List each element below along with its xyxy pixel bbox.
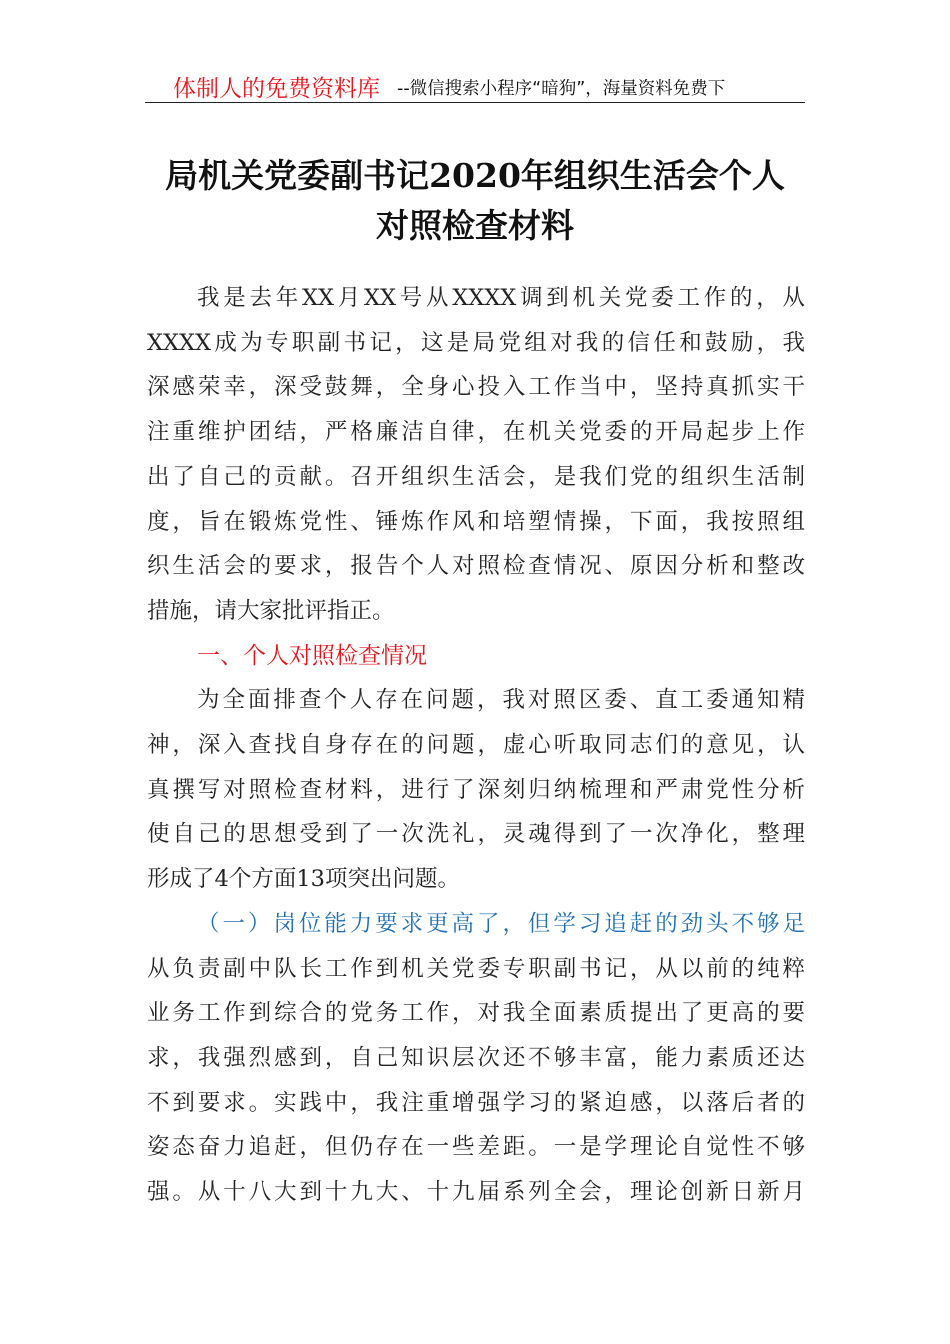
header-brand: 体制人的免费资料库 — [173, 76, 380, 102]
paragraph-line: 强。从十八大到十九大、十九届系列全会，理论创新日新月 — [147, 1179, 805, 1205]
subsection-heading: （一）岗位能力要求更高了，但学习追赶的劲头不够足 — [197, 910, 805, 937]
paragraph-line: 织生活会的要求，报告个人对照检查情况、原因分析和整改 — [147, 553, 805, 580]
paragraph-line: 为全面排查个人存在问题，我对照区委、直工委通知精 — [197, 687, 805, 714]
paragraph-line: 从负责副中队长工作到机关党委专职副书记，从以前的纯粹 — [147, 955, 805, 982]
paragraph-line: 使自己的思想受到了一次洗礼，灵魂得到了一次净化，整理 — [147, 821, 805, 848]
header-tagline: --微信搜索小程序“暗狗”，海量资料免费下 — [397, 79, 726, 99]
paragraph-line: 度，旨在锻炼党性、锤炼作风和培塑情操，下面，我按照组 — [147, 508, 805, 535]
document-title-line-2: 对照检查材料 — [376, 206, 574, 245]
paragraph-line: XXXX成为专职副书记，这是局党组对我的信任和鼓励，我 — [147, 329, 805, 356]
paragraph-line: 姿态奋力追赶，但仍存在一些差距。一是学理论自觉性不够 — [147, 1134, 805, 1161]
paragraph-line: 不到要求。实践中，我注重增强学习的紧迫感，以落后者的 — [147, 1089, 805, 1116]
document-title-line-1: 局机关党委副书记2020年组织生活会个人 — [165, 156, 785, 195]
paragraph-line: 深感荣幸，深受鼓舞，全身心投入工作当中，坚持真抓实干 — [147, 374, 805, 401]
watermark-header — [145, 70, 805, 103]
paragraph-line: 出了自己的贡献。召开组织生活会，是我们党的组织生活制 — [147, 463, 805, 490]
paragraph-line: 措施，请大家批评指正。 — [147, 597, 395, 624]
paragraph-line: 真撰写对照检查材料，进行了深刻归纳梳理和严肃党性分析 — [147, 776, 805, 803]
paragraph-line: 业务工作到综合的党务工作，对我全面素质提出了更高的要 — [147, 1000, 805, 1027]
paragraph-line: 求，我强烈感到，自己知识层次还不够丰富，能力素质还达 — [147, 1044, 805, 1071]
paragraph-line: 形成了4个方面13项突出问题。 — [147, 866, 460, 893]
section-heading: 一、个人对照检查情况 — [197, 642, 427, 669]
paragraph-line: 我是去年XX月XX号从XXXX调到机关党委工作的，从 — [197, 285, 805, 311]
paragraph-line: 注重维护团结，严格廉洁自律，在机关党委的开局起步上作 — [147, 419, 805, 446]
paragraph-line: 神，深入查找自身存在的问题，虚心听取同志们的意见，认 — [147, 732, 805, 758]
